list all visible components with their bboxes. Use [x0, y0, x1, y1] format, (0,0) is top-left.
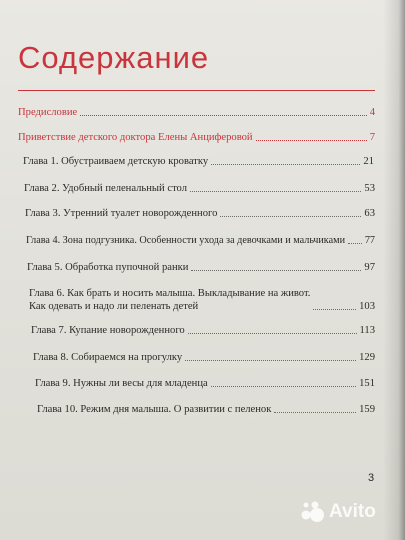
dot-leader: [80, 115, 366, 116]
toc-entry-label: Глава 2. Удобный пеленальный стол: [24, 183, 188, 194]
toc-entry-label: Глава 1. Обустраиваем детскую кроватку: [23, 156, 209, 167]
dot-leader: [188, 333, 357, 334]
dot-leader: [185, 360, 356, 361]
toc-entry-label: Глава 4. Зона подгузника. Особенности ухода за девочками и мальчиками: [26, 235, 346, 246]
dot-leader: [256, 140, 367, 141]
toc-entry-page: 7: [369, 132, 375, 143]
toc-entry-label: Предисловие: [18, 107, 78, 118]
toc-entry-page: 151: [359, 378, 375, 389]
dot-leader: [313, 309, 356, 310]
toc-entry-chapter-6[interactable]: [29, 287, 375, 313]
page-number: 3: [368, 472, 375, 484]
toc-entry-page: 63: [364, 208, 375, 219]
toc-entry-label: Приветствие детского доктора Елены Анциферовой: [18, 132, 253, 143]
dot-leader: [191, 270, 361, 271]
toc-entry-page: 21: [363, 156, 374, 167]
toc-entry-page: 97: [364, 262, 375, 273]
dot-leader: [274, 412, 356, 413]
toc-entry-label: Глава 5. Обработка пупочной ранки: [27, 262, 189, 273]
toc-entry-chapter-9[interactable]: [35, 377, 375, 390]
toc-entry-chapter-5[interactable]: [27, 261, 375, 274]
toc-entry-chapter-1[interactable]: [23, 155, 374, 168]
toc-entry-chapter-7[interactable]: [31, 324, 375, 337]
toc-entry-label-block: [29, 287, 310, 313]
toc-entry-label: Глава 6. Как брать и носить малыша. Выкладывание на живот.: [29, 288, 311, 299]
avito-watermark: [300, 500, 376, 524]
watermark-text: Avito: [329, 501, 376, 522]
dot-leader: [211, 164, 360, 165]
toc-entry-page: 77: [364, 235, 375, 246]
toc-entry-label: Глава 9. Нужны ли весы для младенца: [35, 378, 208, 389]
dot-leader: [190, 191, 361, 192]
toc-entry-label-line-2: Как одевать и надо ли пеленать детей: [29, 301, 199, 312]
toc-entry-page: 113: [359, 325, 375, 336]
dot-leader: [220, 216, 361, 217]
toc-entry-greeting[interactable]: [18, 131, 375, 144]
toc-entry-chapter-3[interactable]: [25, 207, 375, 220]
toc-entry-page: 103: [359, 301, 375, 312]
toc-entry-label: Глава 3. Утренний туалет новорожденного: [25, 208, 218, 219]
toc-entry-chapter-4[interactable]: [26, 234, 375, 247]
dot-leader: [211, 386, 356, 387]
toc-entry-chapter-10[interactable]: [37, 403, 375, 416]
toc-entry-page: 159: [359, 404, 375, 415]
dot-leader: [348, 243, 362, 244]
toc-entry-label: Глава 8. Собираемся на прогулку: [33, 352, 183, 363]
page-title: Содержание: [18, 40, 210, 75]
toc-entry-page: 53: [364, 183, 375, 194]
toc-entry-label: Глава 10. Режим дня малыша. О развитии с пеленок: [37, 404, 272, 415]
toc-entry-page: 129: [359, 352, 375, 363]
toc-entry-chapter-8[interactable]: [33, 351, 375, 364]
toc-entry-label: Глава 7. Купание новорожденного: [31, 325, 185, 336]
toc-entry-chapter-2[interactable]: [24, 182, 375, 195]
avito-dots-icon: [300, 500, 326, 524]
toc-entry-page: 4: [369, 107, 375, 118]
toc-entry-preface[interactable]: [18, 106, 375, 119]
